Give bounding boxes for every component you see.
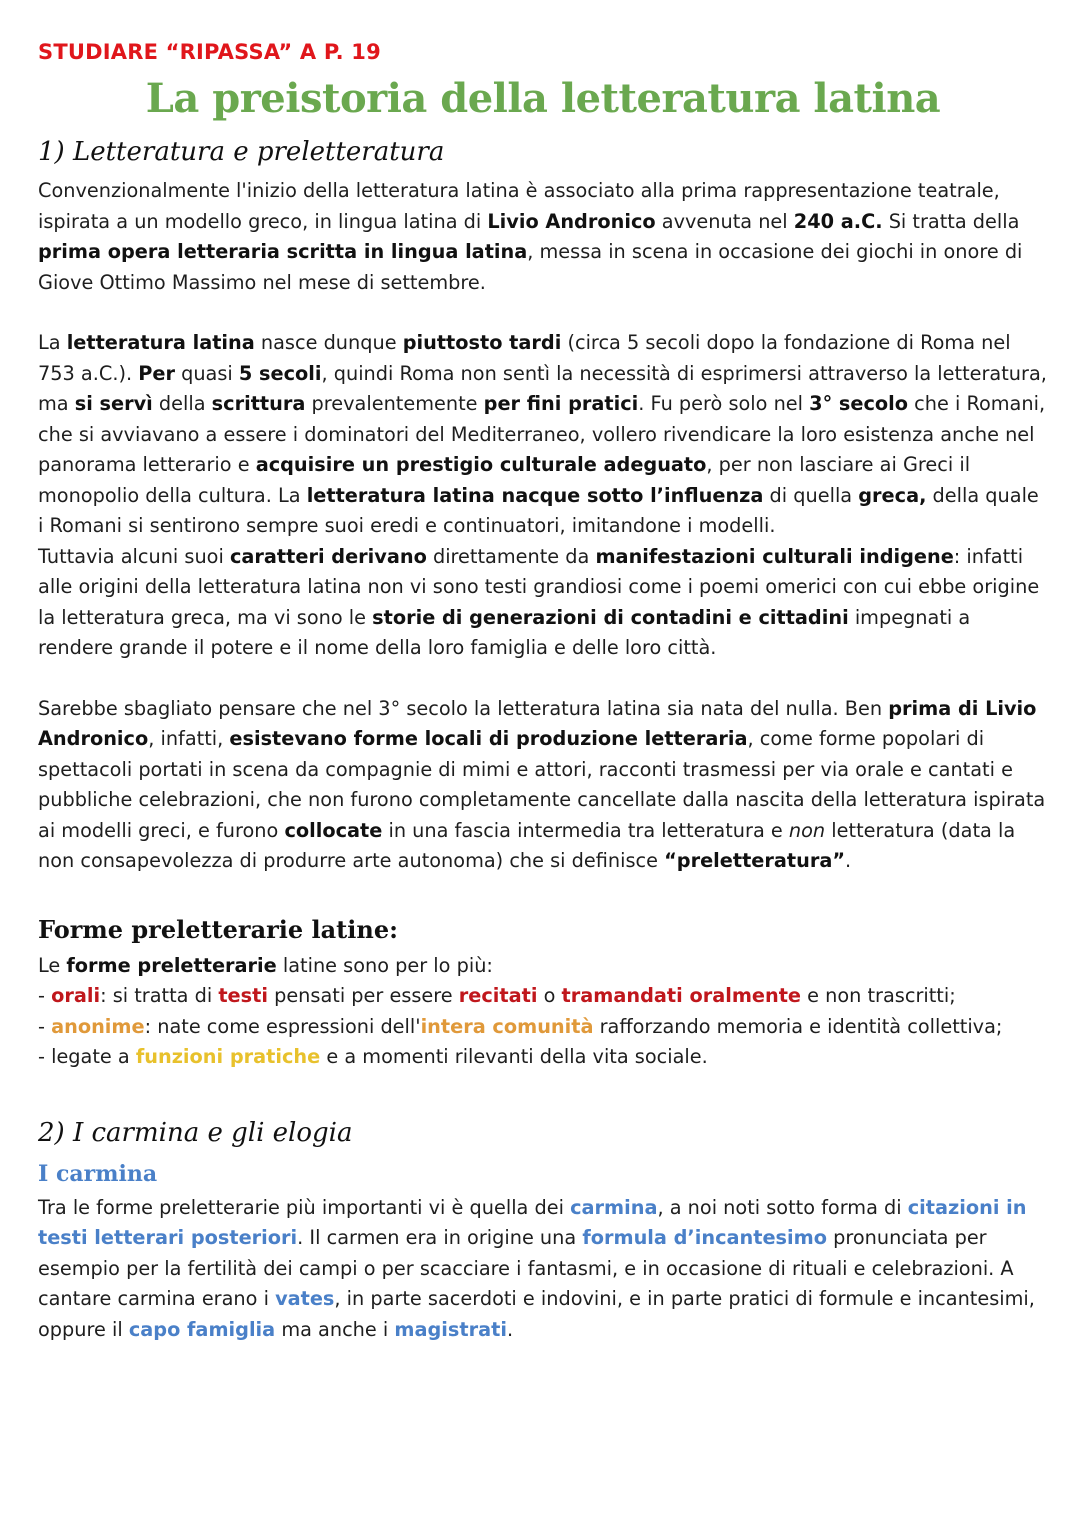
text-run: .: [506, 1317, 514, 1341]
text-run: . Il carmen era in origine una: [297, 1226, 583, 1249]
text-orange: anonime: [51, 1014, 145, 1038]
text-run: letteratura (data la non consapevolezza di produrre arte autonoma) che si definisce: [38, 818, 1016, 872]
text-run: prevalentemente: [305, 392, 484, 415]
text-run: in una fascia intermedia tra letteratura e: [382, 818, 789, 842]
text-run: -: [38, 1014, 52, 1038]
forms-item-orali: [38, 981, 1048, 1012]
text-run: quasi: [174, 361, 239, 385]
text-bold: prima opera letteraria scritta in lingua latina: [38, 240, 528, 263]
text-run: Le: [38, 953, 67, 977]
text-bold: caratteri derivano: [229, 544, 427, 568]
text-bold: “preletteratura”: [664, 849, 846, 872]
page-title: La preistoria della letteratura latina: [145, 75, 941, 122]
text-run: . Fu però solo nel: [638, 392, 810, 415]
text-run: .: [845, 849, 852, 872]
text-run: (circa 5 secoli dopo la fondazione di Roma nel 753 a.C.).: [38, 331, 1011, 385]
text-run: della: [152, 392, 212, 415]
text-run: di quella: [763, 483, 859, 507]
forms-item-anonime: [38, 1012, 1048, 1043]
study-note: STUDIARE “RIPASSA” A P. 19: [38, 40, 381, 64]
text-run: : nate come espressioni dell': [144, 1014, 421, 1038]
text-bold: manifestazioni culturali indigene: [595, 544, 954, 568]
text-red: orali: [51, 984, 101, 1007]
text-red: recitati: [458, 984, 538, 1007]
text-blue: vates: [275, 1287, 335, 1310]
text-run: ma anche i: [275, 1317, 395, 1341]
text-bold: prima di Livio Andronico: [38, 696, 1037, 750]
text-italic: non: [788, 818, 826, 842]
text-bold: Per: [138, 361, 175, 385]
paragraph-intro: [38, 176, 1048, 298]
text-run: , in parte sacerdoti e indovini, e in parte pratici di formule e incantesimi, oppure il: [38, 1287, 1035, 1341]
text-run: , per non lasciare ai Greci il monopolio della cultura. La: [38, 453, 971, 507]
section-heading-carmina: 2) I carmina e gli elogia: [38, 1117, 353, 1148]
text-yellow: funzioni pratiche: [135, 1045, 321, 1068]
forms-item-pratiche: [38, 1042, 1048, 1073]
text-red: testi: [218, 984, 268, 1007]
carmina-subheading: I carmina: [38, 1160, 158, 1187]
text-run: direttamente da: [426, 544, 596, 568]
text-bold: letteratura latina nacque sotto l’influenza: [306, 483, 764, 507]
text-bold: storie di generazioni di contadini e cittadini: [372, 605, 849, 629]
text-run: , a noi noti sotto forma di: [657, 1195, 908, 1219]
text-run: impegnati a rendere grande il potere e il nome della loro famiglia e delle loro città.: [38, 605, 971, 659]
text-bold: si servì: [74, 392, 153, 415]
text-run: e a momenti rilevanti della vita sociale.: [320, 1045, 708, 1068]
text-bold: 240 a.C.: [793, 209, 883, 233]
paragraph-origins: [38, 328, 1048, 542]
text-run: Si tratta della: [882, 209, 1020, 233]
text-blue: formula d’incantesimo: [582, 1226, 827, 1249]
forms-intro: [38, 951, 1048, 982]
text-run: rafforzando memoria e identità collettiva;: [593, 1014, 1003, 1038]
text-run: , quindi Roma non sentì la necessità di esprimersi attraverso la letteratura, ma: [38, 361, 1047, 415]
text-run: pensati per essere: [267, 984, 459, 1007]
text-bold: esistevano forme locali di produzione letteraria: [229, 727, 748, 750]
text-red: tramandati oralmente: [561, 984, 802, 1007]
forms-heading: Forme preletterarie latine:: [38, 914, 398, 944]
text-run: Sarebbe sbagliato pensare che nel 3° secolo la letteratura latina sia nata del nulla. Ben: [38, 696, 889, 720]
text-run: della quale i Romani si sentirono sempre suoi eredi e continuatori, imitandone i modelli.: [38, 483, 1039, 537]
text-bold: scrittura: [211, 392, 306, 415]
text-bold: collocate: [284, 818, 383, 842]
text-orange: intera comunità: [420, 1014, 594, 1038]
text-run: -: [38, 984, 52, 1007]
text-run: Tuttavia alcuni suoi: [38, 544, 230, 568]
text-run: La: [38, 331, 67, 354]
text-run: Tra le forme preletterarie più importanti vi è quella dei: [38, 1195, 571, 1219]
text-blue: magistrati: [394, 1317, 507, 1341]
text-run: che i Romani, che si avviavano a essere i dominatori del Mediterraneo, vollero rivendicare la loro esistenza anche nel panorama letterario e: [38, 392, 1046, 476]
text-run: - legate a: [38, 1045, 136, 1068]
text-bold: piuttosto tardi: [402, 331, 562, 354]
text-bold: 3° secolo: [809, 392, 909, 415]
text-bold: 5 secoli: [238, 361, 322, 385]
section-heading-letteratura: 1) Letteratura e preletteratura: [38, 137, 445, 167]
paragraph-preletteratura: [38, 694, 1048, 877]
text-run: nasce dunque: [254, 331, 403, 354]
text-bold: per fini pratici: [483, 392, 639, 415]
document-page: [38, 36, 1048, 1345]
paragraph-indigenous: [38, 542, 1048, 664]
text-bold: greca,: [858, 483, 927, 507]
text-run: , come forme popolari di spettacoli portati in scena da compagnie di mimi e attori, racconti trasmessi per via orale e cantati e pubbliche celebrazioni, che non furono completamente cancellate dalla nascita della letteratura ispirata ai modelli greci, e furono: [38, 727, 1046, 842]
text-run: Convenzionalmente l'inizio della letteratura latina è associato alla prima rappresentazione teatrale, ispirata a un modello greco, in lingua latina di: [38, 179, 1000, 233]
text-blue: capo famiglia: [128, 1317, 276, 1341]
text-run: avvenuta nel: [655, 209, 794, 233]
text-blue: citazioni in testi letterari posteriori: [38, 1195, 1027, 1249]
text-run: o: [537, 984, 562, 1007]
text-bold: letteratura latina: [66, 331, 255, 354]
text-bold: acquisire un prestigio culturale adeguato: [255, 453, 707, 476]
text-run: , infatti,: [148, 727, 230, 750]
text-run: : infatti alle origini della letteratura latina non vi sono testi grandiosi come i poemi omerici con cui ebbe origine la letteratura greca, ma vi sono le: [38, 544, 1040, 629]
text-blue: carmina: [570, 1195, 658, 1219]
text-run: latine sono per lo più:: [276, 953, 493, 977]
text-bold: Livio Andronico: [487, 209, 656, 233]
text-run: e non trascritti;: [801, 984, 956, 1007]
text-run: , messa in scena in occasione dei giochi in onore di Giove Ottimo Massimo nel mese di settembre.: [38, 240, 1023, 294]
text-run: : si tratta di: [100, 984, 219, 1007]
text-run: pronunciata per esempio per la fertilità dei campi o per scacciare i fantasmi, e in occasione di rituali e celebrazioni. A cantare carmina erano i: [38, 1226, 1014, 1310]
paragraph-carmina: [38, 1193, 1048, 1346]
text-bold: forme preletterarie: [66, 953, 277, 977]
